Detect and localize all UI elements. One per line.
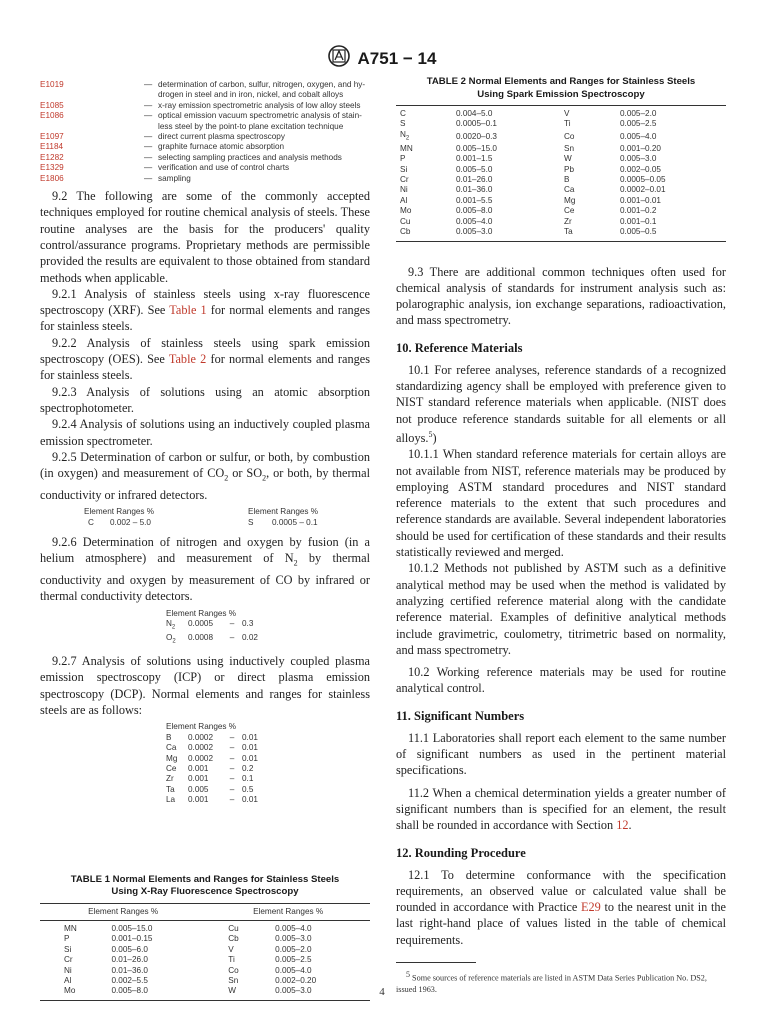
table-row xyxy=(40,945,370,955)
table-cell: 0.005–4.0 xyxy=(620,131,657,141)
table-cell: 0.01–26.0 xyxy=(456,175,493,185)
element-symbol: Ce xyxy=(166,763,177,773)
range-low: 0.0002 xyxy=(188,753,214,763)
table-cell: Al xyxy=(400,195,408,205)
table-cell: P xyxy=(400,154,406,164)
reference-row xyxy=(40,163,370,173)
range-high: 0.01 xyxy=(242,743,258,753)
table-2-link[interactable]: Table 2 xyxy=(168,352,207,367)
reference-description: direct current plasma spectroscopy xyxy=(158,132,285,142)
table-row xyxy=(396,144,726,154)
table-cell: Ti xyxy=(228,955,235,965)
table-row xyxy=(396,165,726,175)
section-10-heading: 10. Reference Materials xyxy=(396,340,523,355)
range-low: 0.001 xyxy=(188,774,209,784)
table-row xyxy=(40,966,370,976)
table-row xyxy=(396,175,726,185)
range-low: 0.0005 xyxy=(188,619,214,629)
para-12-1: 12.1 To determine conformance with the specification requirements, an observed value or calculated value shall be rounded in accordance with Practice E29 to the nearest unit in the last right-hand place of values listed in the table of chemical requirements. xyxy=(396,867,726,947)
table-cell: 0.01–36.0 xyxy=(111,965,148,975)
astm-logo-icon xyxy=(328,44,350,73)
reference-description: drogen in steel and in iron, nickel, and cobalt alloys xyxy=(158,90,344,100)
table-cell: 0.004–5.0 xyxy=(456,109,493,118)
table-cell: 0.005–0.5 xyxy=(620,227,657,237)
reference-dash: — xyxy=(144,111,153,121)
table-row xyxy=(396,119,726,129)
reference-row xyxy=(40,111,370,121)
element-symbol: Mg xyxy=(166,753,178,763)
table-cell: MN xyxy=(400,143,413,153)
table-cell: 0.005–4.0 xyxy=(275,965,312,975)
reference-dash: — xyxy=(144,100,153,110)
reference-row xyxy=(40,142,370,152)
table-cell: 0.0005–0.05 xyxy=(620,175,666,185)
range-row xyxy=(166,795,370,805)
reference-description: sampling xyxy=(158,173,191,183)
range-high: 0.5 xyxy=(242,784,254,794)
reference-code-link[interactable]: E1329 xyxy=(40,163,64,173)
table-cell: 0.005–2.0 xyxy=(275,944,312,954)
range-low: 0.0002 xyxy=(188,743,214,753)
reference-row xyxy=(40,80,370,90)
table-cell: Mo xyxy=(64,986,76,996)
footnote-divider xyxy=(396,962,476,963)
table-cell: Cr xyxy=(400,175,409,185)
reference-dash: — xyxy=(144,152,153,162)
table-cell: 0.001–0.20 xyxy=(620,143,661,153)
range-dash: – xyxy=(229,633,235,643)
table-cell: Cb xyxy=(228,934,239,944)
reference-description: x-ray emission spectrometric analysis of low alloy steels xyxy=(158,100,361,110)
table-cell: Si xyxy=(400,164,408,174)
table-row xyxy=(396,217,726,227)
reference-description: graphite furnace atomic absorption xyxy=(158,142,285,152)
para-9-2-6: 9.2.6 Determination of nitrogen and oxygen by fusion (in a helium atmosphere) and measurement of $N_2$ by thermal conductivity and oxygen by measurement of CO by infrared or thermal conductivity detectors. xyxy=(40,534,371,604)
range-high: 0.01 xyxy=(242,753,258,763)
table-cell: Mg xyxy=(564,195,576,205)
table-cell: Cu xyxy=(228,923,239,933)
element-symbol: Ta xyxy=(166,784,175,794)
reference-description: selecting sampling practices and analysis methods xyxy=(158,152,342,162)
table-cell: Al xyxy=(64,975,72,985)
table-cell: S xyxy=(400,119,406,129)
reference-code-link[interactable]: E1097 xyxy=(40,132,64,142)
table-cell: W xyxy=(228,986,236,996)
reference-row xyxy=(40,101,370,111)
table-cell: Sn xyxy=(228,975,239,985)
reference-description: determination of carbon, sulfur, nitrogen, oxygen, and hy- xyxy=(158,80,366,89)
reference-row xyxy=(40,132,370,142)
range-high: 0.02 xyxy=(242,633,258,643)
reference-code-link[interactable]: E1086 xyxy=(40,111,64,121)
table-2 xyxy=(396,76,726,242)
range-high: 0.2 xyxy=(242,763,254,773)
section-11-heading: 11. Significant Numbers xyxy=(396,708,525,723)
reference-code-link[interactable]: E1184 xyxy=(40,142,64,152)
table-cell: $N_2$ xyxy=(400,129,410,142)
range-row xyxy=(166,733,370,743)
table-1-title: TABLE 1 Normal Elements and Ranges for Stainless Steels Using X-Ray Fluorescence Spectroscopy xyxy=(70,873,340,898)
table-cell: Cb xyxy=(400,227,411,237)
table-row xyxy=(396,196,726,206)
para-9-2-1: 9.2.1 Analysis of stainless steels using x-ray fluorescence spectroscopy (XRF). See Table 1 for normal elements and ranges for stainless steels. xyxy=(40,286,370,334)
table-cell: 0.005–2.5 xyxy=(620,119,657,129)
table-cell: 0.005–6.0 xyxy=(111,944,148,954)
reference-dash: — xyxy=(144,163,153,173)
table-cell: 0.005–3.0 xyxy=(620,154,657,164)
page-number: 4 xyxy=(379,986,385,998)
table-cell: Mo xyxy=(400,206,412,216)
range-dash: – xyxy=(229,753,235,763)
range-row xyxy=(166,743,370,753)
reference-dash: — xyxy=(144,132,153,142)
range-row xyxy=(166,633,370,647)
reference-code-link xyxy=(40,122,144,132)
table-cell: 0.002–5.5 xyxy=(111,975,148,985)
table-cell: V xyxy=(228,944,234,954)
table-cell: 0.001–0.15 xyxy=(111,934,153,944)
para-10-1-2: 10.1.2 Methods not published by ASTM such as a definitive analytical method may be used when the method is validated by analyzing certified reference material along with the candidate reference material. Examples of definitive analytical methods include gravimetric, coulometry, titrimetric based on normality, and mass spectrometry. xyxy=(396,561,726,657)
reference-code-link[interactable]: E1085 xyxy=(40,100,64,110)
reference-row xyxy=(40,153,370,163)
para-9-2-7: 9.2.7 Analysis of solutions using inductively coupled plasma emission spectroscopy (ICP) or direct plasma emission spectroscopy (DCP). Normal elements and ranges for stainless steels are as follows: xyxy=(40,654,370,717)
table-cell: 0.001–0.2 xyxy=(620,206,657,216)
range-dash: – xyxy=(229,743,235,753)
element-symbol: Zr xyxy=(166,774,174,784)
table-cell: 0.0002–0.01 xyxy=(620,185,666,195)
reference-row xyxy=(40,174,370,184)
table-cell: 0.005–5.0 xyxy=(456,164,493,174)
table-cell: Co xyxy=(564,131,575,141)
table-cell: C xyxy=(400,109,406,118)
table-cell: 0.005–15.0 xyxy=(111,923,153,933)
reference-list xyxy=(40,80,370,184)
element-symbol: La xyxy=(166,795,176,805)
table-cell: Ca xyxy=(564,185,575,195)
table-cell: 0.001–1.5 xyxy=(456,154,493,164)
table-cell: P xyxy=(64,934,70,944)
table-cell: Si xyxy=(64,944,72,954)
reference-code-link[interactable]: E1019 xyxy=(40,80,64,89)
table-cell: 0.005–8.0 xyxy=(111,986,148,996)
table-cell: Zr xyxy=(564,216,572,226)
table-cell: 0.005–8.0 xyxy=(456,206,493,216)
para-9-2-2: 9.2.2 Analysis of stainless steels using spark emission spectroscopy (OES). See Table 2 for normal elements and ranges for stainless steels. xyxy=(40,335,370,383)
table-row xyxy=(396,206,726,216)
table-cell: Cr xyxy=(64,955,73,965)
table-cell: 0.005–2.0 xyxy=(620,109,657,118)
para-9-2-5: 9.2.5 Determination of carbon or sulfur, or both, by combustion (in oxygen) and measurement of $CO_2$ or $SO_2$, or both, by thermal conductivity or infrared detectors. xyxy=(40,449,370,502)
table-row xyxy=(396,106,726,120)
range-dash: – xyxy=(229,774,235,784)
range-high: 0.1 xyxy=(242,774,254,784)
table-cell: 0.01–36.0 xyxy=(456,185,493,195)
element-symbol: B xyxy=(166,732,172,742)
table-cell: 0.0005–0.1 xyxy=(456,119,497,129)
reference-row xyxy=(40,90,370,100)
table-cell: 0.01–26.0 xyxy=(111,955,148,965)
para-10-1-1: 10.1.1 When standard reference materials for certain alloys are not available from NIST, reference materials may be produced by employing ASTM standard procedures and NIST standard reference materials to the extent that such procedures and reference standards are available. Several independent laboratories should be used for certification of these standards and their results statistically reviewed and merged. xyxy=(396,447,726,560)
table-cell: 0.001–0.1 xyxy=(620,216,657,226)
table-cell: 0.005–2.5 xyxy=(275,955,312,965)
para-9-2-3: 9.2.3 Analysis of solutions using an atomic absorption spectrophotometer. xyxy=(40,384,370,415)
page-header xyxy=(0,44,764,70)
table-cell: Co xyxy=(228,965,239,975)
table-row xyxy=(396,227,726,241)
range-low: 0.005 xyxy=(188,784,209,794)
reference-code-link[interactable]: E1806 xyxy=(40,173,64,183)
range-high: 0.01 xyxy=(242,732,258,742)
element-symbol: $N_2$ xyxy=(166,619,176,631)
range-dash: – xyxy=(229,732,235,742)
nitrogen-oxygen-ranges: Element Ranges % $N_2$ 0.0005 – 0.3 $O_2$ 0.0008 – 0.02 xyxy=(166,609,370,648)
reference-dash xyxy=(144,90,158,100)
icp-ranges: Element Ranges % B 0.0002 – 0.01 Ca 0.0002 – 0.01 Mg 0.0002 – 0.01 Ce 0.001 – 0.2 Zr 0.001 – 0.1 Ta 0.005 – 0.5 La 0.001 – 0.01 xyxy=(166,722,370,805)
table-row xyxy=(40,976,370,986)
table-row xyxy=(396,154,726,164)
range-dash: – xyxy=(229,795,235,805)
table-row xyxy=(40,934,370,944)
element-symbol: $O_2$ xyxy=(166,633,176,645)
range-low: 0.001 xyxy=(188,795,209,805)
range-high: 0.01 xyxy=(242,795,258,805)
table-cell: 0.005–3.0 xyxy=(275,986,312,996)
range-row xyxy=(166,785,370,795)
table-cell: Ni xyxy=(64,965,72,975)
reference-dash: — xyxy=(144,80,153,89)
range-low: 0.001 xyxy=(188,763,209,773)
reference-description: optical emission vacuum spectrometric analysis of stain- xyxy=(158,111,362,121)
footnote-5: $^5$ Some sources of reference materials are listed in ASTM Data Series Publication No. DS2, issued 1963. xyxy=(396,970,707,994)
table-cell: Ce xyxy=(564,206,575,216)
table-cell: Ni xyxy=(400,185,408,195)
para-11-2: 11.2 When a chemical determination yields a greater number of significant numbers than is specified for an element, the result shall be rounded in accordance with Section 12. xyxy=(396,785,726,833)
standard-designation: A751 − 14 xyxy=(357,48,437,68)
range-low: 0.0008 xyxy=(188,633,214,643)
para-10-2: 10.2 Working reference materials may be used for routine analytical control. xyxy=(396,665,726,696)
reference-dash: — xyxy=(144,142,153,152)
range-dash: – xyxy=(229,619,235,629)
table-cell: Ti xyxy=(564,119,571,129)
right-column xyxy=(396,76,726,995)
table-cell: Cu xyxy=(400,216,411,226)
table-cell: 0.005–4.0 xyxy=(456,216,493,226)
table-cell: V xyxy=(564,109,570,118)
reference-code-link[interactable]: E1282 xyxy=(40,152,64,162)
element-symbol: Ca xyxy=(166,743,177,753)
section-12-heading: 12. Rounding Procedure xyxy=(396,845,526,860)
table-1: TABLE 1 Normal Elements and Ranges for Stainless Steels Using X-Ray Fluorescence Spectroscopy Element Ranges % Element Ranges % MN 0.005–15.0 Cu 0.005–4.0 P 0.001–0.15 Cb 0.005–3.0 Si 0.005–6.0 V 0.005–2.0 Cr 0.01–26.0 Ti 0.005–2.5 Ni 0.01–36.0 Co 0.005–4.0 Al 0.002–5.5 Sn 0.002–0.20 Mo 0.005–8.0 W 0.005–3.0 xyxy=(40,874,370,1001)
range-row xyxy=(166,774,370,784)
reference-dash: — xyxy=(144,173,153,183)
range-row xyxy=(166,619,370,633)
table-cell: W xyxy=(564,154,572,164)
table-cell: 0.005–4.0 xyxy=(275,923,312,933)
table-cell: Ta xyxy=(564,227,573,237)
table-row xyxy=(396,130,726,144)
table-cell: 0.001–0.01 xyxy=(620,195,661,205)
reference-description: less steel by the point-to plane excitation technique xyxy=(158,121,344,131)
range-row xyxy=(166,764,370,774)
table-cell: 0.0020–0.3 xyxy=(456,131,497,141)
table-cell: B xyxy=(564,175,570,185)
para-11-1: 11.1 Laboratories shall report each element to the same number of significant numbers as used in the pertinent material specifications. xyxy=(396,730,726,778)
table-cell: 0.002–0.20 xyxy=(275,975,317,985)
table-2-title: TABLE 2 Normal Elements and Ranges for Stainless Steels Using Spark Emission Spectroscopy xyxy=(426,76,696,100)
e29-link[interactable]: E29 xyxy=(581,900,601,915)
table-row xyxy=(396,185,726,195)
para-9-2: 9.2 The following are some of the commonly accepted techniques employed for routine chemical analysis of steels. These routine analyses are the basis for the producers' quality control/assurance programs. Proprietary methods are permissible provided the results are equivalent to those obtained from standard methods when applicable. xyxy=(40,189,370,285)
section-12-link[interactable]: 12 xyxy=(616,818,629,833)
table-row xyxy=(40,920,370,934)
range-high: 0.3 xyxy=(242,619,254,629)
table-cell: 0.001–5.5 xyxy=(456,195,493,205)
para-10-1: 10.1 For referee analyses, reference standards of a recognized standardizing agency shall be employed with preference given to NIST standard reference materials when applicable. (NIST does not produce reference standards suitable for all elements or all alloys.$^5$) xyxy=(396,362,726,445)
table-cell: Pb xyxy=(564,164,575,174)
table-row xyxy=(40,955,370,965)
range-dash: – xyxy=(229,784,235,794)
reference-description: verification and use of control charts xyxy=(158,163,290,173)
carbon-sulfur-ranges: Element Ranges % Element Ranges % C 0.002 – 5.0 S 0.0005 – 0.1 xyxy=(84,507,319,527)
table-cell: 0.005–3.0 xyxy=(275,934,312,944)
reference-code-link xyxy=(40,90,144,100)
table-cell: 0.005–15.0 xyxy=(456,143,497,153)
table-1-link[interactable]: Table 1 xyxy=(169,303,207,318)
left-column xyxy=(40,80,370,1001)
para-9-3: 9.3 There are additional common techniques often used for chemical analysis of standards for instrument analysis such as: polarographic analysis, ion exchange separations, radioactivation, and mass spectrometry. xyxy=(396,264,726,328)
table-cell: 0.002–0.05 xyxy=(620,164,661,174)
table-cell: 0.005–3.0 xyxy=(456,227,493,237)
range-low: 0.0002 xyxy=(188,732,214,742)
range-row xyxy=(166,754,370,764)
table-cell: MN xyxy=(64,923,77,933)
para-9-2-4: 9.2.4 Analysis of solutions using an inductively coupled plasma emission spectrometer. xyxy=(40,417,370,448)
range-dash: – xyxy=(229,763,235,773)
table-cell: Sn xyxy=(564,143,575,153)
reference-dash xyxy=(144,122,158,132)
reference-row xyxy=(40,122,370,132)
